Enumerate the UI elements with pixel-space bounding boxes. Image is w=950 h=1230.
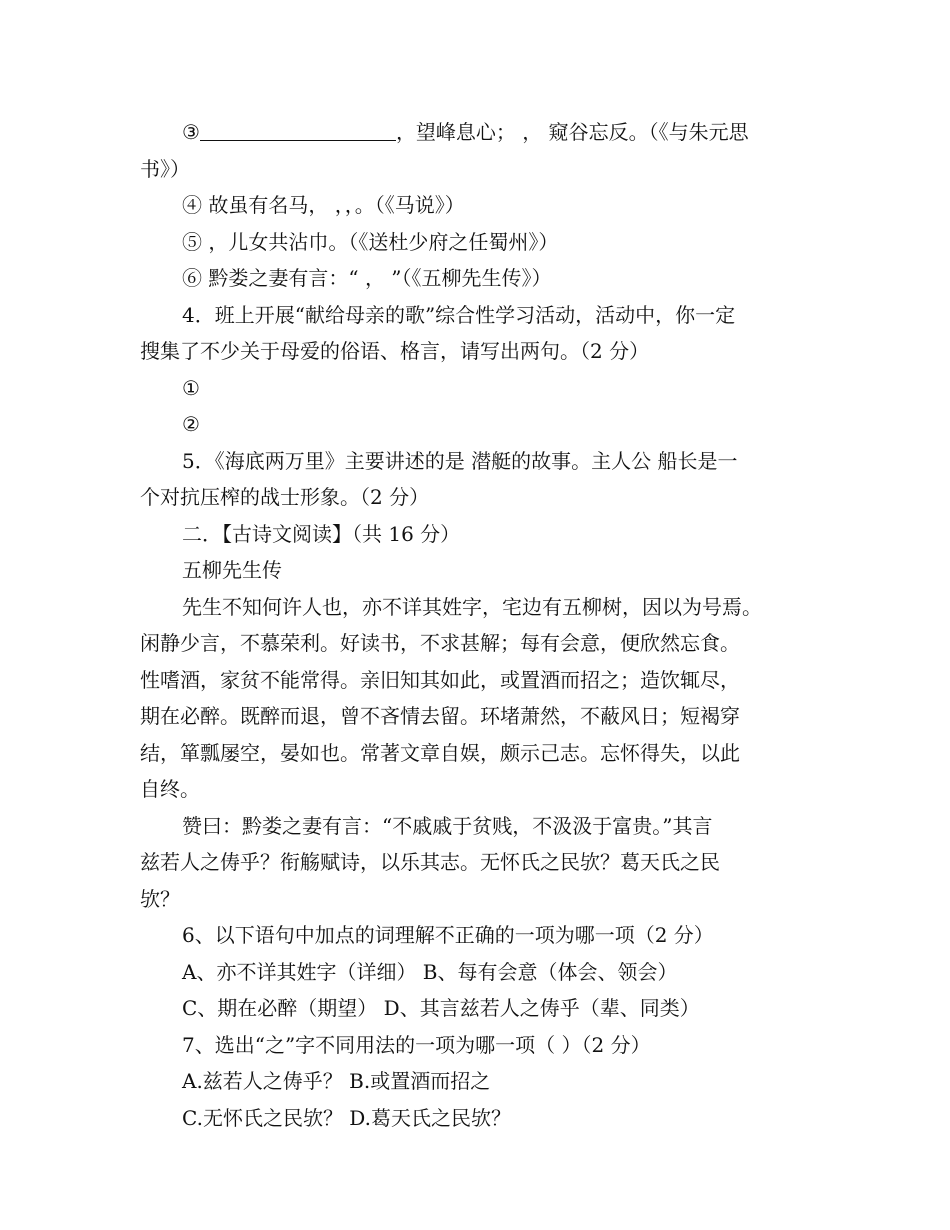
q3-item5: ⑤ ，儿女共沾巾。（《送杜少府之任蜀州》） [182, 229, 559, 254]
q4-answer-1: ① [182, 375, 200, 400]
q3-item3-text: ，望峰息心； ， 窥谷忘反。（《与朱元思 [395, 120, 749, 144]
passage-line: 闲静少言，不慕荣利。好读书，不求甚解；每有会意，便欣然忘食。 [140, 631, 740, 655]
passage-line: 自终。 [140, 777, 200, 801]
zan-line: 兹若人之俦乎？衔觞赋诗，以乐其志。无怀氏之民欤？葛天氏之民 [140, 850, 720, 874]
q6-stem: 6、以下语句中加点的词理解不正确的一项为哪一项（2 分） [182, 923, 714, 947]
q6-options-2: C、期在必醉（期望） D、其言兹若人之俦乎（辈、同类） [182, 996, 700, 1020]
q7-stem: 7、选出“之”字不同用法的一项为哪一项（ ）（2 分） [182, 1032, 651, 1057]
passage-line: 结，箪瓢屡空，晏如也。常著文章自娱，颇示己志。忘怀得失，以此 [140, 740, 740, 765]
zan-line: 欤？ [140, 886, 180, 911]
q3-item3-continuation: 书》） [140, 156, 190, 181]
passage-line: 性嗜酒，家贫不能常得。亲旧知其如此，或置酒而招之；造饮辄尽， [140, 667, 740, 692]
q6-options-1: A、亦不详其姓字（详细） B、每有会意（体会、领会） [182, 959, 678, 984]
q5-stem-line2: 个对抗压榨的战士形象。（2 分） [140, 485, 430, 509]
q3-item3-line [140, 114, 820, 151]
section2-heading: 二．【古诗文阅读】（共 16 分） [182, 521, 461, 546]
q4-stem-line2: 搜集了不少关于母爱的俗语、格言，请写出两句。（2 分） [140, 339, 650, 363]
passage-line: 期在必醉。既醉而退，曾不吝情去留。环堵萧然，不蔽风日；短褐穿 [140, 704, 740, 728]
passage-title: 五柳先生传 [182, 558, 282, 582]
q4-answer-2: ② [182, 412, 200, 436]
q3-item6: ⑥ 黔娄之妻有言：“ ， ”（《五柳先生传》） [182, 266, 552, 290]
passage-line: 先生不知何许人也，亦不详其姓字，宅边有五柳树，因以为号焉。 [182, 594, 762, 619]
zan-line: 赞曰：黔娄之妻有言：“不戚戚于贫贱，不汲汲于富贵。”其言 [182, 813, 713, 838]
fill-in-blank [200, 118, 396, 141]
q4-stem-line1: 4．班上开展“献给母亲的歌”综合性学习活动，活动中，你一定 [182, 302, 736, 327]
q7-options-2: C.无怀氏之民欤？ D.葛天氏之民欤？ [182, 1105, 511, 1130]
q7-options-1: A.兹若人之俦乎？ B.或置酒而招之 [182, 1069, 491, 1093]
page-content [140, 114, 820, 1136]
q3-item4: ④ 故虽有名马， ，，。（《马说》） [182, 193, 465, 217]
q3-item3-marker: ③ [182, 120, 200, 144]
q5-stem-line1: 5．《海底两万里》主要讲述的是 潜艇的故事。主人公 船长是一 [182, 448, 738, 473]
